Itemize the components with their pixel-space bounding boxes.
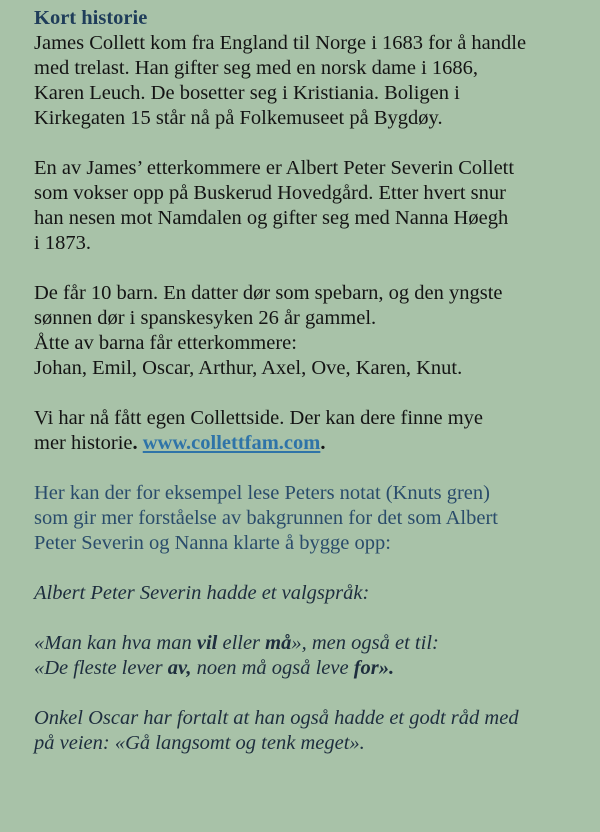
text-line: Onkel Oscar har fortalt at han også hadde et godt råd med [34, 707, 519, 729]
text-fragment: «De fleste lever [34, 657, 168, 679]
emphasis: ». [378, 657, 395, 679]
paragraph-notes [34, 481, 600, 556]
page-title: Kort historie [34, 7, 148, 29]
text-line: James Collett kom fra England til Norge i 1683 for å handle [34, 32, 527, 54]
text-line: som vokser opp på Buskerud Hovedgård. Etter hvert snur [34, 182, 506, 204]
emphasis: for [353, 657, 379, 679]
paragraph-website [34, 406, 600, 456]
emphasis: må [265, 632, 292, 654]
text-fragment: . [320, 432, 326, 454]
text-line: sønnen dør i spanskesyken 26 år gammel. [34, 307, 377, 329]
text-line: med trelast. Han gifter seg med en norsk dame i 1686, [34, 57, 479, 79]
text-line: på veien: «Gå langsomt og tenk meget». [34, 732, 365, 754]
text-line: Kirkegaten 15 står nå på Folkemuseet på Bygdøy. [34, 107, 443, 129]
paragraph-intro [34, 31, 600, 131]
text-fragment: mer historie [34, 432, 133, 454]
emphasis: vil [196, 632, 218, 654]
text-fragment: eller [217, 632, 266, 654]
paragraph-advice [34, 706, 600, 756]
quote-line [34, 656, 600, 681]
emphasis: av, [167, 657, 192, 679]
quote-line [34, 631, 600, 656]
text-line: Åtte av barna får etterkommere: [34, 332, 297, 354]
text-line: Her kan der for eksempel lese Peters notat (Knuts gren) [34, 482, 490, 504]
quote-intro: Albert Peter Severin hadde et valgspråk: [34, 582, 370, 604]
paragraph-albert [34, 156, 600, 256]
text-line: som gir mer forståelse av bakgrunnen for det som Albert [34, 507, 498, 529]
text-line: Johan, Emil, Oscar, Arthur, Axel, Ove, Karen, Knut. [34, 357, 463, 379]
text-line: i 1873. [34, 232, 91, 254]
text-fragment: «Man kan hva man [34, 632, 197, 654]
text-fragment: . [132, 432, 143, 454]
text-line: Peter Severin og Nanna klarte å bygge opp: [34, 532, 391, 554]
text-line: Karen Leuch. De bosetter seg i Kristiania. Boligen i [34, 82, 460, 104]
text-line: Vi har nå fått egen Collettside. Der kan dere finne mye [34, 407, 484, 429]
paragraph-children [34, 281, 600, 381]
text-line: De får 10 barn. En datter dør som spebarn, og den yngste [34, 282, 503, 304]
text-line [34, 431, 600, 456]
text-fragment: noen må også leve [191, 657, 354, 679]
text-line: En av James’ etterkommere er Albert Peter Severin Collett [34, 157, 515, 179]
website-link[interactable]: www.collettfam.com [142, 432, 321, 454]
text-line: han nesen mot Namdalen og gifter seg med Nanna Høegh [34, 207, 509, 229]
text-fragment: », men også et til: [291, 632, 439, 654]
